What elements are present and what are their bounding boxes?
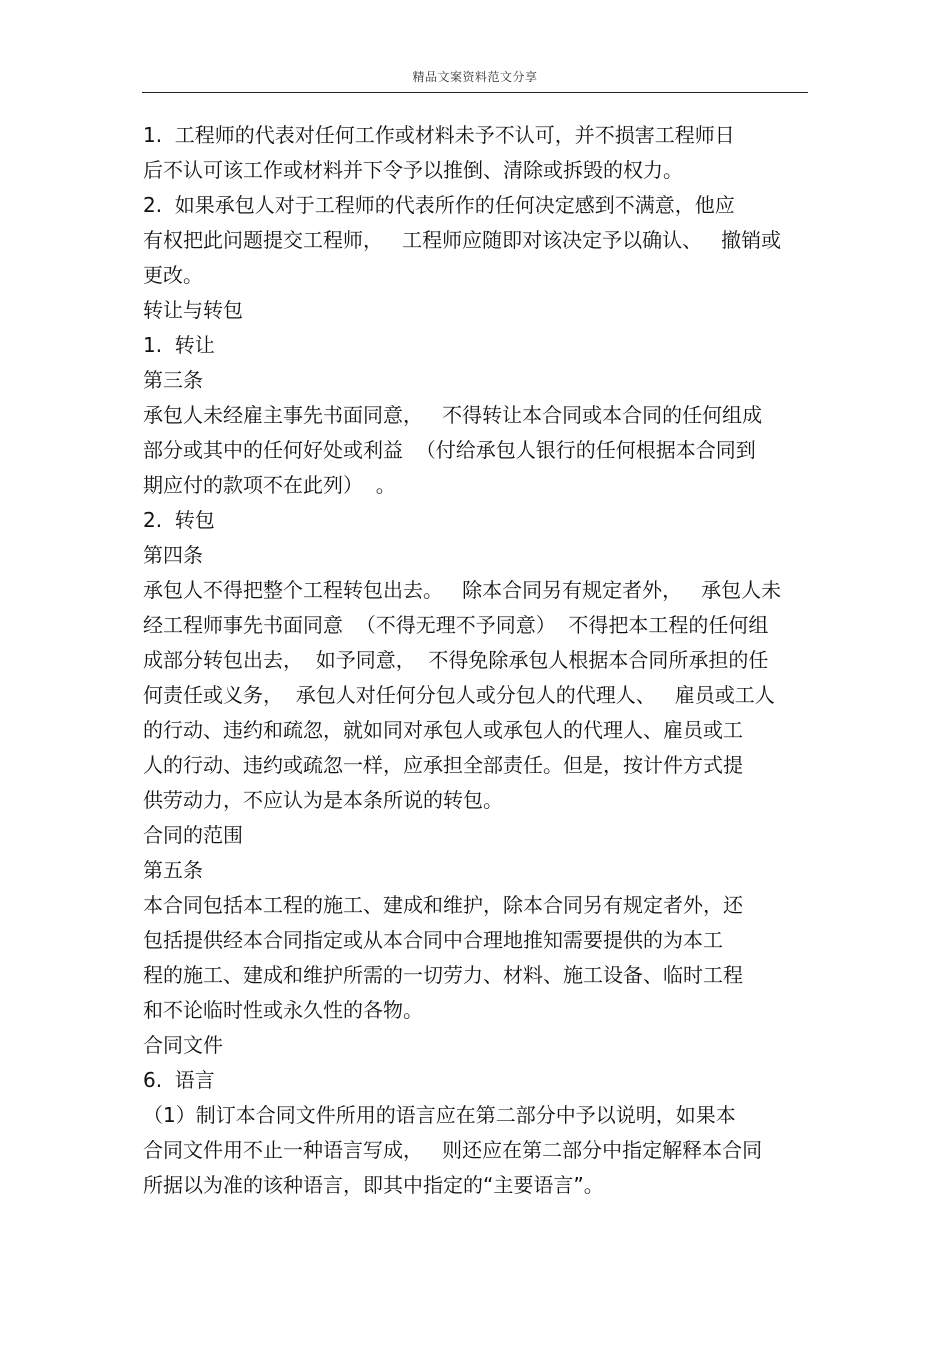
text-line: 本合同包括本工程的施工、建成和维护，除本合同另有规定者外，还 [143, 893, 743, 917]
text-line: 程的施工、建成和维护所需的一切劳力、材料、施工设备、临时工程 [143, 963, 743, 987]
section-heading: 合同的范围 [143, 823, 243, 847]
text-line: 承包人不得把整个工程转包出去。 除本合同另有规定者外， 承包人未 [143, 578, 782, 602]
subsection-heading: 2. 转包 [143, 508, 215, 532]
document-body [143, 118, 808, 1203]
header-text: 精品文案资料范文分享 [412, 70, 538, 84]
article-heading: 第五条 [143, 858, 203, 882]
subsection-heading: 1. 转让 [143, 333, 215, 357]
text-line: （1）制订本合同文件所用的语言应在第二部分中予以说明，如果本 [143, 1103, 736, 1127]
text-line: 2. 如果承包人对于工程师的代表所作的任何决定感到不满意，他应 [143, 193, 735, 217]
text-line: 后不认可该工作或材料并下令予以推倒、清除或拆毁的权力。 [143, 158, 683, 182]
text-line: 人的行动、违约或疏忽一样，应承担全部责任。但是，按计件方式提 [143, 753, 743, 777]
text-line: 1. 工程师的代表对任何工作或材料未予不认可，并不损害工程师日 [143, 123, 735, 147]
subsection-heading: 6. 语言 [143, 1068, 215, 1092]
section-heading: 合同文件 [143, 1033, 223, 1057]
text-line: 何责任或义务， 承包人对任何分包人或分包人的代理人、 雇员或工人 [143, 683, 775, 707]
text-line: 包括提供经本合同指定或从本合同中合理地推知需要提供的为本工 [143, 928, 723, 952]
text-line: 合同文件用不止一种语言写成， 则还应在第二部分中指定解释本合同 [143, 1138, 763, 1162]
page-header [142, 66, 808, 93]
text-line: 部分或其中的任何好处或利益 （付给承包人银行的任何根据本合同到 [143, 438, 756, 462]
text-line: 有权把此问题提交工程师， 工程师应随即对该决定予以确认、 撤销或 [143, 228, 782, 252]
article-heading: 第三条 [143, 368, 203, 392]
text-line: 供劳动力，不应认为是本条所说的转包。 [143, 788, 503, 812]
text-line: 的行动、违约和疏忽，就如同对承包人或承包人的代理人、雇员或工 [143, 718, 743, 742]
text-line: 经工程师事先书面同意 （不得无理不予同意） 不得把本工程的任何组 [143, 613, 769, 637]
section-heading: 转让与转包 [143, 298, 243, 322]
article-heading: 第四条 [143, 543, 203, 567]
text-line: 承包人未经雇主事先书面同意， 不得转让本合同或本合同的任何组成 [143, 403, 763, 427]
text-line: 和不论临时性或永久性的各物。 [143, 998, 423, 1022]
text-line: 成部分转包出去， 如予同意， 不得免除承包人根据本合同所承担的任 [143, 648, 769, 672]
text-line: 所据以为准的该种语言，即其中指定的“主要语言”。 [143, 1173, 604, 1197]
text-line: 期应付的款项不在此列） 。 [143, 473, 396, 497]
text-line: 更改。 [143, 263, 203, 287]
